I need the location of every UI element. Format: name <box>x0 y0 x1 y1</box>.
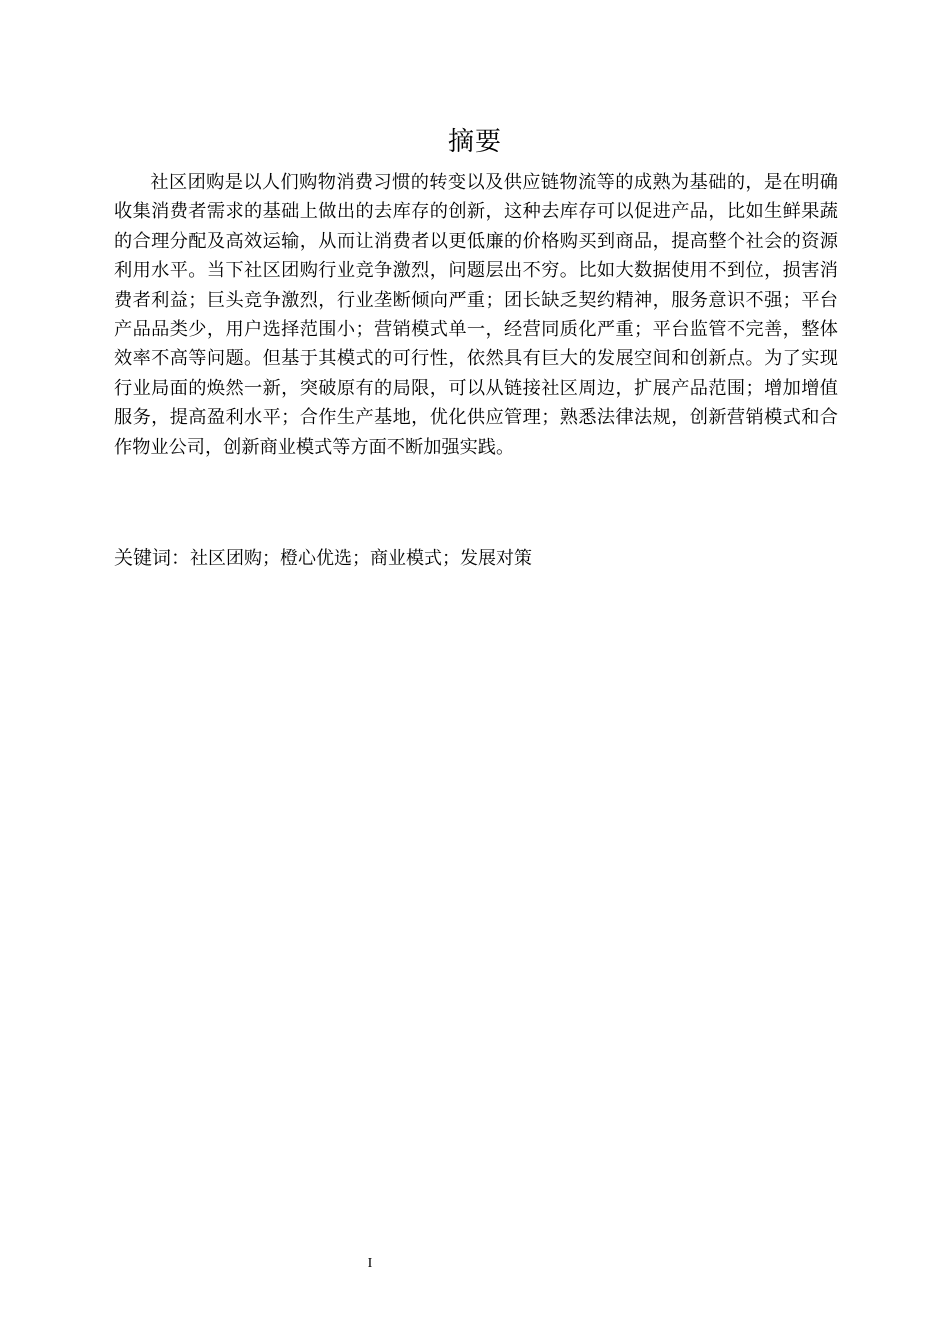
abstract-title: 摘要 <box>447 127 502 157</box>
abstract-body: 社区团购是以人们购物消费习惯的转变以及供应链物流等的成熟为基础的，是在明确收集消费者需求的基础上做出的去库存的创新，这种去库存可以促进产品，比如生鲜果蔬的合理分配及高效运输，从而让消费者以更低廉的价格购买到商品，提高整个社会的资源利用水平。当下社区团购行业竞争激烈，问题层出不穷。比如大数据使用不到位，损害消费者利益；巨头竞争激烈，行业垄断倾向严重；团长缺乏契约精神，服务意识不强；平台产品品类少，用户选择范围小；营销模式单一，经营同质化严重；平台监管不完善，整体效率不高等问题。但基于其模式的可行性，依然具有巨大的发展空间和创新点。为了实现行业局面的焕然一新，突破原有的局限，可以从链接社区周边，扩展产品范围；增加增值服务，提高盈利水平；合作生产基地，优化供应管理；熟悉法律法规，创新营销模式和合作物业公司，创新商业模式等方面不断加强实践。 <box>114 172 838 458</box>
keywords-line <box>114 543 838 574</box>
keywords-label: 关键词： <box>114 547 191 569</box>
keywords-text: 社区团购；橙心优选；商业模式；发展对策 <box>190 548 533 569</box>
page-number: I <box>367 1256 373 1271</box>
